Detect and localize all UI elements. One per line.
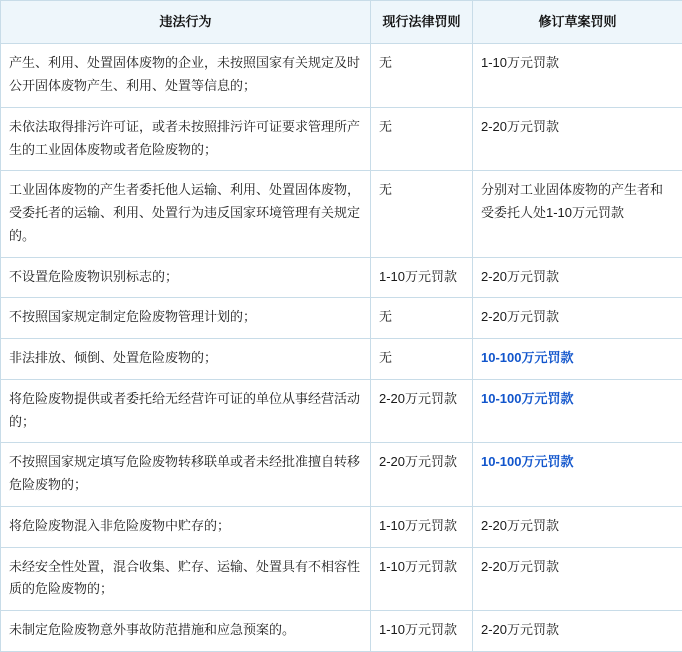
cell-behavior: 未制定危险废物意外事故防范措施和应急预案的。 bbox=[1, 611, 371, 652]
cell-behavior: 工业固体废物的产生者委托他人运输、利用、处置固体废物，受委托者的运输、利用、处置行为违反国家环境管理有关规定的。 bbox=[1, 171, 371, 257]
cell-draft-amendment: 2-20万元罚款 bbox=[473, 547, 682, 611]
cell-behavior: 产生、利用、处置固体废物的企业，未按照国家有关规定及时公开固体废物产生、利用、处置等信息的； bbox=[1, 44, 371, 108]
cell-behavior: 不设置危险废物识别标志的； bbox=[1, 257, 371, 298]
table-row bbox=[1, 44, 682, 108]
table-header-row bbox=[1, 1, 682, 44]
cell-current-law: 2-20万元罚款 bbox=[371, 443, 473, 507]
cell-current-law: 无 bbox=[371, 339, 473, 380]
table-row bbox=[1, 443, 682, 507]
table-row bbox=[1, 611, 682, 652]
cell-draft-amendment: 10-100万元罚款 bbox=[473, 443, 682, 507]
table-row bbox=[1, 339, 682, 380]
cell-behavior: 将危险废物混入非危险废物中贮存的； bbox=[1, 506, 371, 547]
cell-current-law: 1-10万元罚款 bbox=[371, 257, 473, 298]
cell-draft-amendment: 分别对工业固体废物的产生者和受委托人处1-10万元罚款 bbox=[473, 171, 682, 257]
table-row bbox=[1, 171, 682, 257]
cell-current-law: 1-10万元罚款 bbox=[371, 611, 473, 652]
cell-current-law: 无 bbox=[371, 44, 473, 108]
cell-draft-amendment: 1-10万元罚款 bbox=[473, 44, 682, 108]
cell-behavior: 将危险废物提供或者委托给无经营许可证的单位从事经营活动的； bbox=[1, 379, 371, 443]
cell-draft-amendment: 2-20万元罚款 bbox=[473, 506, 682, 547]
column-header-behavior: 违法行为 bbox=[1, 1, 371, 44]
column-header-current-law: 现行法律罚则 bbox=[371, 1, 473, 44]
table-row bbox=[1, 379, 682, 443]
cell-draft-amendment: 2-20万元罚款 bbox=[473, 257, 682, 298]
table-row bbox=[1, 506, 682, 547]
cell-current-law: 无 bbox=[371, 171, 473, 257]
column-header-draft-amendment: 修订草案罚则 bbox=[473, 1, 682, 44]
cell-behavior: 不按照国家规定填写危险废物转移联单或者未经批准擅自转移危险废物的； bbox=[1, 443, 371, 507]
cell-draft-amendment: 10-100万元罚款 bbox=[473, 379, 682, 443]
cell-current-law: 1-10万元罚款 bbox=[371, 547, 473, 611]
cell-behavior: 未经安全性处置，混合收集、贮存、运输、处置具有不相容性质的危险废物的； bbox=[1, 547, 371, 611]
table-row bbox=[1, 107, 682, 171]
table-header bbox=[1, 1, 682, 44]
cell-draft-amendment: 2-20万元罚款 bbox=[473, 611, 682, 652]
cell-current-law: 1-10万元罚款 bbox=[371, 506, 473, 547]
cell-current-law: 无 bbox=[371, 298, 473, 339]
cell-behavior: 未依法取得排污许可证，或者未按照排污许可证要求管理所产生的工业固体废物或者危险废物的； bbox=[1, 107, 371, 171]
cell-behavior: 非法排放、倾倒、处置危险废物的； bbox=[1, 339, 371, 380]
table-row bbox=[1, 298, 682, 339]
cell-behavior: 不按照国家规定制定危险废物管理计划的； bbox=[1, 298, 371, 339]
table-body bbox=[1, 44, 682, 652]
table-row bbox=[1, 257, 682, 298]
cell-current-law: 2-20万元罚款 bbox=[371, 379, 473, 443]
cell-current-law: 无 bbox=[371, 107, 473, 171]
cell-draft-amendment: 2-20万元罚款 bbox=[473, 298, 682, 339]
cell-draft-amendment: 2-20万元罚款 bbox=[473, 107, 682, 171]
table-row bbox=[1, 547, 682, 611]
cell-draft-amendment: 10-100万元罚款 bbox=[473, 339, 682, 380]
